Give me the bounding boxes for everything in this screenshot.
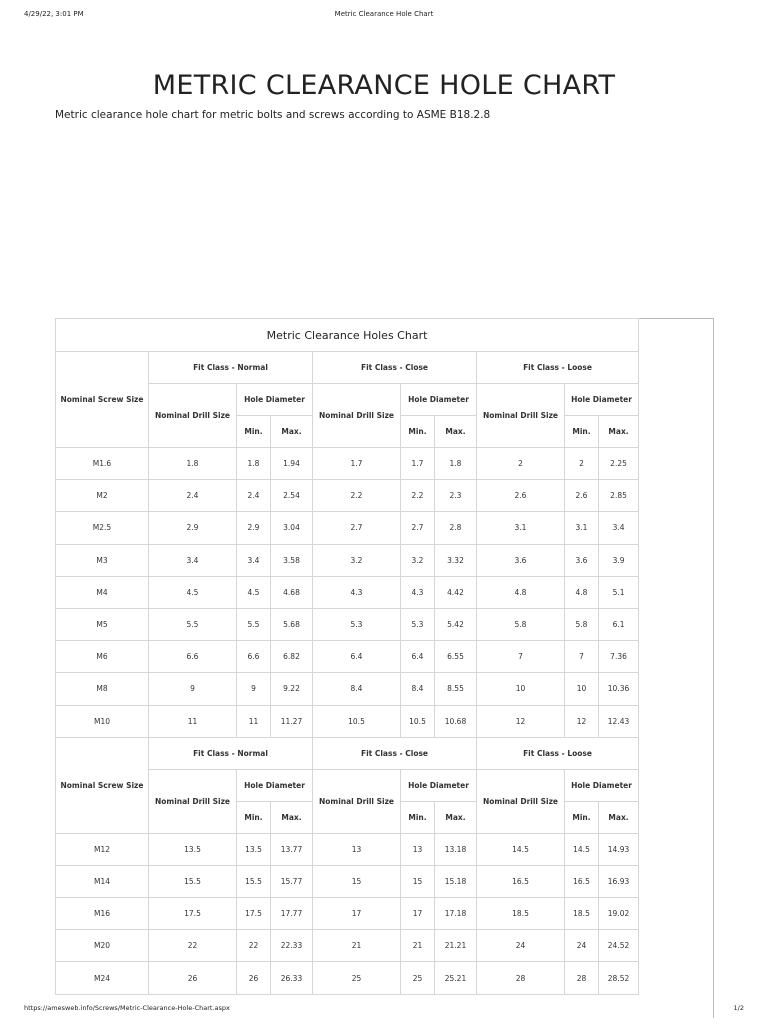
print-page-title: Metric Clearance Hole Chart xyxy=(334,10,434,18)
table-cell: 9.22 xyxy=(271,673,313,705)
table-cell: 14.5 xyxy=(477,833,565,865)
table-cell: 17 xyxy=(313,898,401,930)
table-cell: 5.8 xyxy=(565,608,599,640)
table-header-row xyxy=(56,352,639,384)
table-cell: 2.54 xyxy=(271,480,313,512)
table-cell: 17.18 xyxy=(435,898,477,930)
table-cell: 10 xyxy=(477,673,565,705)
table-cell: 2.6 xyxy=(565,480,599,512)
table-cell: 26 xyxy=(149,962,237,994)
table-cell: 7.36 xyxy=(599,641,639,673)
table-cell: 2.6 xyxy=(477,480,565,512)
table-cell: 13 xyxy=(313,833,401,865)
table-cell: 16.5 xyxy=(565,865,599,897)
table-cell: 2.4 xyxy=(237,480,271,512)
table-cell: 17.5 xyxy=(237,898,271,930)
table-row xyxy=(56,608,639,640)
max-header: Max. xyxy=(435,801,477,833)
nominal-drill-size-header: Nominal Drill Size xyxy=(149,384,237,448)
screw-size-cell: M3 xyxy=(56,544,149,576)
table-cell: 10.5 xyxy=(313,705,401,737)
table-cell: 2.9 xyxy=(149,512,237,544)
table-cell: 2.7 xyxy=(313,512,401,544)
table-cell: 10.68 xyxy=(435,705,477,737)
table-cell: 25 xyxy=(401,962,435,994)
table-cell: 16.5 xyxy=(477,865,565,897)
table-cell: 2.4 xyxy=(149,480,237,512)
table-cell: 21 xyxy=(401,930,435,962)
hole-diameter-header: Hole Diameter xyxy=(237,384,313,416)
table-cell: 3.1 xyxy=(477,512,565,544)
table-cell: 8.55 xyxy=(435,673,477,705)
table-cell: 10.5 xyxy=(401,705,435,737)
table-cell: 28 xyxy=(477,962,565,994)
table-cell: 3.4 xyxy=(599,512,639,544)
table-cell: 5.68 xyxy=(271,608,313,640)
table-cell: 4.5 xyxy=(149,576,237,608)
print-header xyxy=(0,10,768,24)
table-cell: 24 xyxy=(565,930,599,962)
table-cell: 12 xyxy=(565,705,599,737)
nominal-drill-size-header: Nominal Drill Size xyxy=(477,384,565,448)
max-header: Max. xyxy=(599,416,639,448)
table-cell: 5.1 xyxy=(599,576,639,608)
table-cell: 6.6 xyxy=(237,641,271,673)
table-cell: 11 xyxy=(237,705,271,737)
table-row xyxy=(56,833,639,865)
table-cell: 5.42 xyxy=(435,608,477,640)
table-cell: 5.5 xyxy=(149,608,237,640)
table-cell: 13.5 xyxy=(237,833,271,865)
table-cell: 22 xyxy=(237,930,271,962)
clearance-table-container xyxy=(55,318,638,995)
table-cell: 13.77 xyxy=(271,833,313,865)
nominal-screw-size-header: Nominal Screw Size xyxy=(56,352,149,448)
print-footer xyxy=(0,1004,768,1016)
screw-size-cell: M2 xyxy=(56,480,149,512)
screw-size-cell: M24 xyxy=(56,962,149,994)
table-cell: 6.6 xyxy=(149,641,237,673)
table-cell: 7 xyxy=(477,641,565,673)
min-header: Min. xyxy=(401,416,435,448)
table-cell: 2 xyxy=(565,448,599,480)
table-container-border xyxy=(637,318,714,1018)
min-header: Min. xyxy=(565,416,599,448)
table-cell: 8.4 xyxy=(401,673,435,705)
table-cell: 22 xyxy=(149,930,237,962)
print-date: 4/29/22, 3:01 PM xyxy=(24,10,84,18)
table-row xyxy=(56,930,639,962)
table-row xyxy=(56,673,639,705)
table-cell: 3.04 xyxy=(271,512,313,544)
page-title: METRIC CLEARANCE HOLE CHART xyxy=(152,70,616,101)
max-header: Max. xyxy=(435,416,477,448)
table-cell: 3.4 xyxy=(149,544,237,576)
table-cell: 5.3 xyxy=(313,608,401,640)
nominal-drill-size-header: Nominal Drill Size xyxy=(149,769,237,833)
table-cell: 4.8 xyxy=(477,576,565,608)
table-cell: 25.21 xyxy=(435,962,477,994)
table-cell: 2.9 xyxy=(237,512,271,544)
screw-size-cell: M5 xyxy=(56,608,149,640)
screw-size-cell: M1.6 xyxy=(56,448,149,480)
table-cell: 3.6 xyxy=(565,544,599,576)
hole-diameter-header: Hole Diameter xyxy=(401,384,477,416)
fit-class-header: Fit Class - Close xyxy=(313,737,477,769)
table-cell: 26 xyxy=(237,962,271,994)
page-subtitle: Metric clearance hole chart for metric bolts and screws according to ASME B18.2.8 xyxy=(55,109,491,121)
table-cell: 1.8 xyxy=(237,448,271,480)
table-cell: 17 xyxy=(401,898,435,930)
table-row xyxy=(56,448,639,480)
table-cell: 24 xyxy=(477,930,565,962)
table-cell: 28 xyxy=(565,962,599,994)
table-cell: 2.2 xyxy=(401,480,435,512)
table-cell: 3.2 xyxy=(401,544,435,576)
table-cell: 7 xyxy=(565,641,599,673)
table-cell: 13.5 xyxy=(149,833,237,865)
min-header: Min. xyxy=(237,801,271,833)
table-cell: 21.21 xyxy=(435,930,477,962)
nominal-drill-size-header: Nominal Drill Size xyxy=(477,769,565,833)
table-cell: 1.8 xyxy=(435,448,477,480)
screw-size-cell: M16 xyxy=(56,898,149,930)
table-cell: 3.6 xyxy=(477,544,565,576)
table-cell: 14.93 xyxy=(599,833,639,865)
table-cell: 15 xyxy=(313,865,401,897)
table-cell: 17.77 xyxy=(271,898,313,930)
max-header: Max. xyxy=(271,416,313,448)
table-cell: 25 xyxy=(313,962,401,994)
table-cell: 18.5 xyxy=(477,898,565,930)
screw-size-cell: M4 xyxy=(56,576,149,608)
table-cell: 11 xyxy=(149,705,237,737)
table-cell: 13 xyxy=(401,833,435,865)
table-cell: 9 xyxy=(237,673,271,705)
hole-diameter-header: Hole Diameter xyxy=(401,769,477,801)
nominal-drill-size-header: Nominal Drill Size xyxy=(313,769,401,833)
table-cell: 5.5 xyxy=(237,608,271,640)
screw-size-cell: M8 xyxy=(56,673,149,705)
table-cell: 4.3 xyxy=(401,576,435,608)
table-cell: 2.7 xyxy=(401,512,435,544)
min-header: Min. xyxy=(237,416,271,448)
print-page-number: 1/2 xyxy=(733,1004,744,1012)
table-cell: 22.33 xyxy=(271,930,313,962)
table-cell: 3.9 xyxy=(599,544,639,576)
table-cell: 3.1 xyxy=(565,512,599,544)
table-cell: 13.18 xyxy=(435,833,477,865)
table-cell: 2.2 xyxy=(313,480,401,512)
max-header: Max. xyxy=(599,801,639,833)
table-cell: 5.3 xyxy=(401,608,435,640)
table-cell: 12.43 xyxy=(599,705,639,737)
clearance-hole-table xyxy=(55,318,639,995)
table-cell: 4.5 xyxy=(237,576,271,608)
nominal-drill-size-header: Nominal Drill Size xyxy=(313,384,401,448)
table-cell: 2.8 xyxy=(435,512,477,544)
table-cell: 1.7 xyxy=(313,448,401,480)
screw-size-cell: M14 xyxy=(56,865,149,897)
table-cell: 15.77 xyxy=(271,865,313,897)
table-row xyxy=(56,480,639,512)
table-cell: 2.85 xyxy=(599,480,639,512)
table-cell: 4.3 xyxy=(313,576,401,608)
table-row xyxy=(56,962,639,994)
table-row xyxy=(56,576,639,608)
table-cell: 1.94 xyxy=(271,448,313,480)
table-cell: 3.2 xyxy=(313,544,401,576)
table-cell: 3.58 xyxy=(271,544,313,576)
table-row xyxy=(56,865,639,897)
table-cell: 6.4 xyxy=(401,641,435,673)
table-cell: 12 xyxy=(477,705,565,737)
table-cell: 1.8 xyxy=(149,448,237,480)
table-cell: 9 xyxy=(149,673,237,705)
table-cell: 15 xyxy=(401,865,435,897)
fit-class-header: Fit Class - Normal xyxy=(149,737,313,769)
fit-class-header: Fit Class - Loose xyxy=(477,737,639,769)
table-cell: 4.8 xyxy=(565,576,599,608)
hole-diameter-header: Hole Diameter xyxy=(565,769,639,801)
table-cell: 6.82 xyxy=(271,641,313,673)
table-cell: 2.25 xyxy=(599,448,639,480)
table-cell: 18.5 xyxy=(565,898,599,930)
print-url: https://amesweb.info/Screws/Metric-Clearance-Hole-Chart.aspx xyxy=(24,1004,230,1012)
table-cell: 6.1 xyxy=(599,608,639,640)
table-row xyxy=(56,641,639,673)
fit-class-header: Fit Class - Loose xyxy=(477,352,639,384)
table-cell: 28.52 xyxy=(599,962,639,994)
table-cell: 21 xyxy=(313,930,401,962)
table-cell: 10.36 xyxy=(599,673,639,705)
table-cell: 19.02 xyxy=(599,898,639,930)
min-header: Min. xyxy=(565,801,599,833)
fit-class-header: Fit Class - Normal xyxy=(149,352,313,384)
screw-size-cell: M10 xyxy=(56,705,149,737)
table-cell: 24.52 xyxy=(599,930,639,962)
table-cell: 1.7 xyxy=(401,448,435,480)
table-row xyxy=(56,705,639,737)
table-cell: 26.33 xyxy=(271,962,313,994)
table-cell: 16.93 xyxy=(599,865,639,897)
screw-size-cell: M20 xyxy=(56,930,149,962)
table-cell: 2.3 xyxy=(435,480,477,512)
table-cell: 10 xyxy=(565,673,599,705)
hole-diameter-header: Hole Diameter xyxy=(237,769,313,801)
table-row xyxy=(56,544,639,576)
hole-diameter-header: Hole Diameter xyxy=(565,384,639,416)
table-row xyxy=(56,512,639,544)
screw-size-cell: M6 xyxy=(56,641,149,673)
table-cell: 15.5 xyxy=(149,865,237,897)
table-cell: 14.5 xyxy=(565,833,599,865)
table-cell: 17.5 xyxy=(149,898,237,930)
table-cell: 3.32 xyxy=(435,544,477,576)
table-cell: 15.5 xyxy=(237,865,271,897)
table-caption: Metric Clearance Holes Chart xyxy=(56,319,639,352)
table-cell: 2 xyxy=(477,448,565,480)
screw-size-cell: M12 xyxy=(56,833,149,865)
table-header-row xyxy=(56,737,639,769)
fit-class-header: Fit Class - Close xyxy=(313,352,477,384)
table-cell: 6.55 xyxy=(435,641,477,673)
table-cell: 15.18 xyxy=(435,865,477,897)
table-cell: 3.4 xyxy=(237,544,271,576)
table-cell: 4.68 xyxy=(271,576,313,608)
table-row xyxy=(56,898,639,930)
table-cell: 8.4 xyxy=(313,673,401,705)
screw-size-cell: M2.5 xyxy=(56,512,149,544)
min-header: Min. xyxy=(401,801,435,833)
table-cell: 4.42 xyxy=(435,576,477,608)
max-header: Max. xyxy=(271,801,313,833)
table-cell: 5.8 xyxy=(477,608,565,640)
table-cell: 6.4 xyxy=(313,641,401,673)
nominal-screw-size-header: Nominal Screw Size xyxy=(56,737,149,833)
table-cell: 11.27 xyxy=(271,705,313,737)
